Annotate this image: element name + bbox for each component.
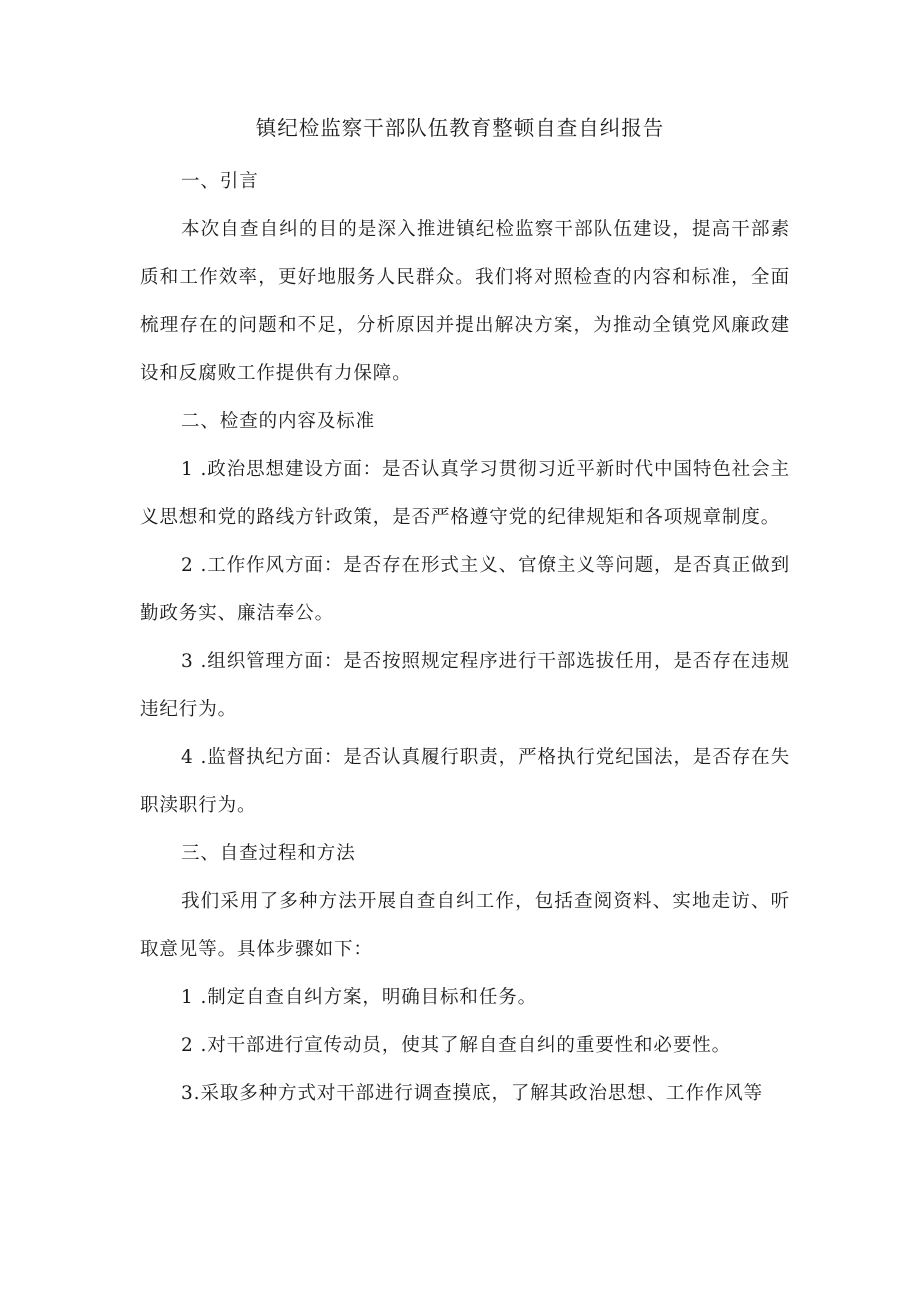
step-investigation: 3.采取多种方式对干部进行调查摸底，了解其政治思想、工作作风等 [181, 1083, 764, 1104]
paragraph-methods: 我们采用了多种方法开展自查自纠工作，包括查阅资料、实地走访、听取意见等。具体步骤如下： [140, 891, 790, 960]
item-supervision-discipline: 4 .监督执纪方面：是否认真履行职责，严格执行党纪国法，是否存在失职渎职行为。 [140, 747, 790, 816]
step-plan: 1 .制定自查自纠方案，明确目标和任务。 [181, 987, 538, 1008]
paragraph-purpose: 本次自查自纠的目的是深入推进镇纪检监察干部队伍建设，提高干部素质和工作效率，更好地服务人民群众。我们将对照检查的内容和标准，全面梳理存在的问题和不足，分析原因并提出解决方案，为推动全镇党风廉政建设和反腐败工作提供有力保障。 [140, 219, 790, 384]
section-heading-content-standards: 二、检查的内容及标准 [181, 411, 376, 432]
step-mobilization: 2 .对干部进行宣传动员，使其了解自查自纠的重要性和必要性。 [181, 1035, 732, 1056]
section-heading-introduction: 一、引言 [181, 171, 259, 192]
item-work-style: 2 .工作作风方面：是否存在形式主义、官僚主义等问题，是否真正做到勤政务实、廉洁奉公。 [140, 555, 790, 624]
section-heading-process-methods: 三、自查过程和方法 [181, 843, 356, 864]
document-body [140, 158, 790, 1118]
item-political-thought: 1 .政治思想建设方面：是否认真学习贯彻习近平新时代中国特色社会主义思想和党的路线方针政策，是否严格遵守党的纪律规矩和各项规章制度。 [140, 459, 790, 528]
item-organization-management: 3 .组织管理方面：是否按照规定程序进行干部选拔任用，是否存在违规违纪行为。 [140, 651, 790, 720]
document-title: 镇纪检监察干部队伍教育整顿自查自纠报告 [255, 116, 665, 140]
